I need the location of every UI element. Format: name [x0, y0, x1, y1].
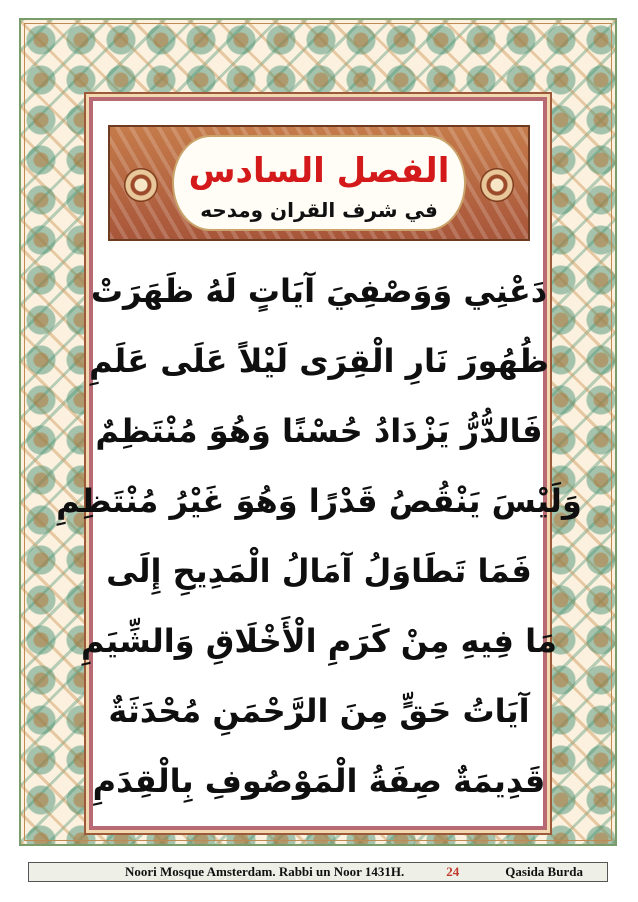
page-number: 24 — [446, 864, 460, 879]
ornament-left-icon — [124, 168, 158, 202]
page-footer — [28, 862, 608, 882]
chapter-subtitle: في شرف القران ومدحه — [200, 198, 438, 222]
verse-line: فَالدُّرُّ يَزْدَادُ حُسْنًا وَهُوَ مُنْتَظِمٌ — [95, 412, 543, 450]
footer-organization: Noori Mosque Amsterdam. Rabbi un Noor 1431H. — [125, 864, 405, 879]
chapter-title: الفصل السادس — [188, 151, 450, 191]
cartouche-frame — [172, 135, 466, 231]
verse-line: وَلَيْسَ يَنْقُصُ قَدْرًا وَهُوَ غَيْرُ مُنْتَظِمِ — [56, 482, 582, 520]
verse-list — [56, 256, 582, 816]
ornament-right-icon — [480, 168, 514, 202]
verse-line: مَا فِيهِ مِنْ كَرَمِ الْأَخْلَاقِ وَالشِّيَمِ — [81, 622, 557, 660]
verse-line: قَدِيمَةٌ صِفَةُ الْمَوْصُوفِ بِالْقِدَمِ — [92, 762, 546, 800]
verse-line: فَمَا تَطَاوَلُ آمَالُ الْمَدِيحِ إِلَى — [106, 552, 532, 590]
verse-line: ظُهُورَ نَارِ الْقِرَى لَيْلاً عَلَى عَلَمِ — [89, 342, 549, 380]
verse-line: آيَاتُ حَقٍّ مِنَ الرَّحْمَنِ مُحْدَثَةٌ — [108, 692, 530, 730]
footer-book-title: Qasida Burda — [505, 864, 583, 879]
verse-line: دَعْنِي وَوَصْفِيَ آيَاتٍ لَهُ ظَهَرَتْ — [90, 272, 548, 310]
title-cartouche — [108, 125, 530, 241]
